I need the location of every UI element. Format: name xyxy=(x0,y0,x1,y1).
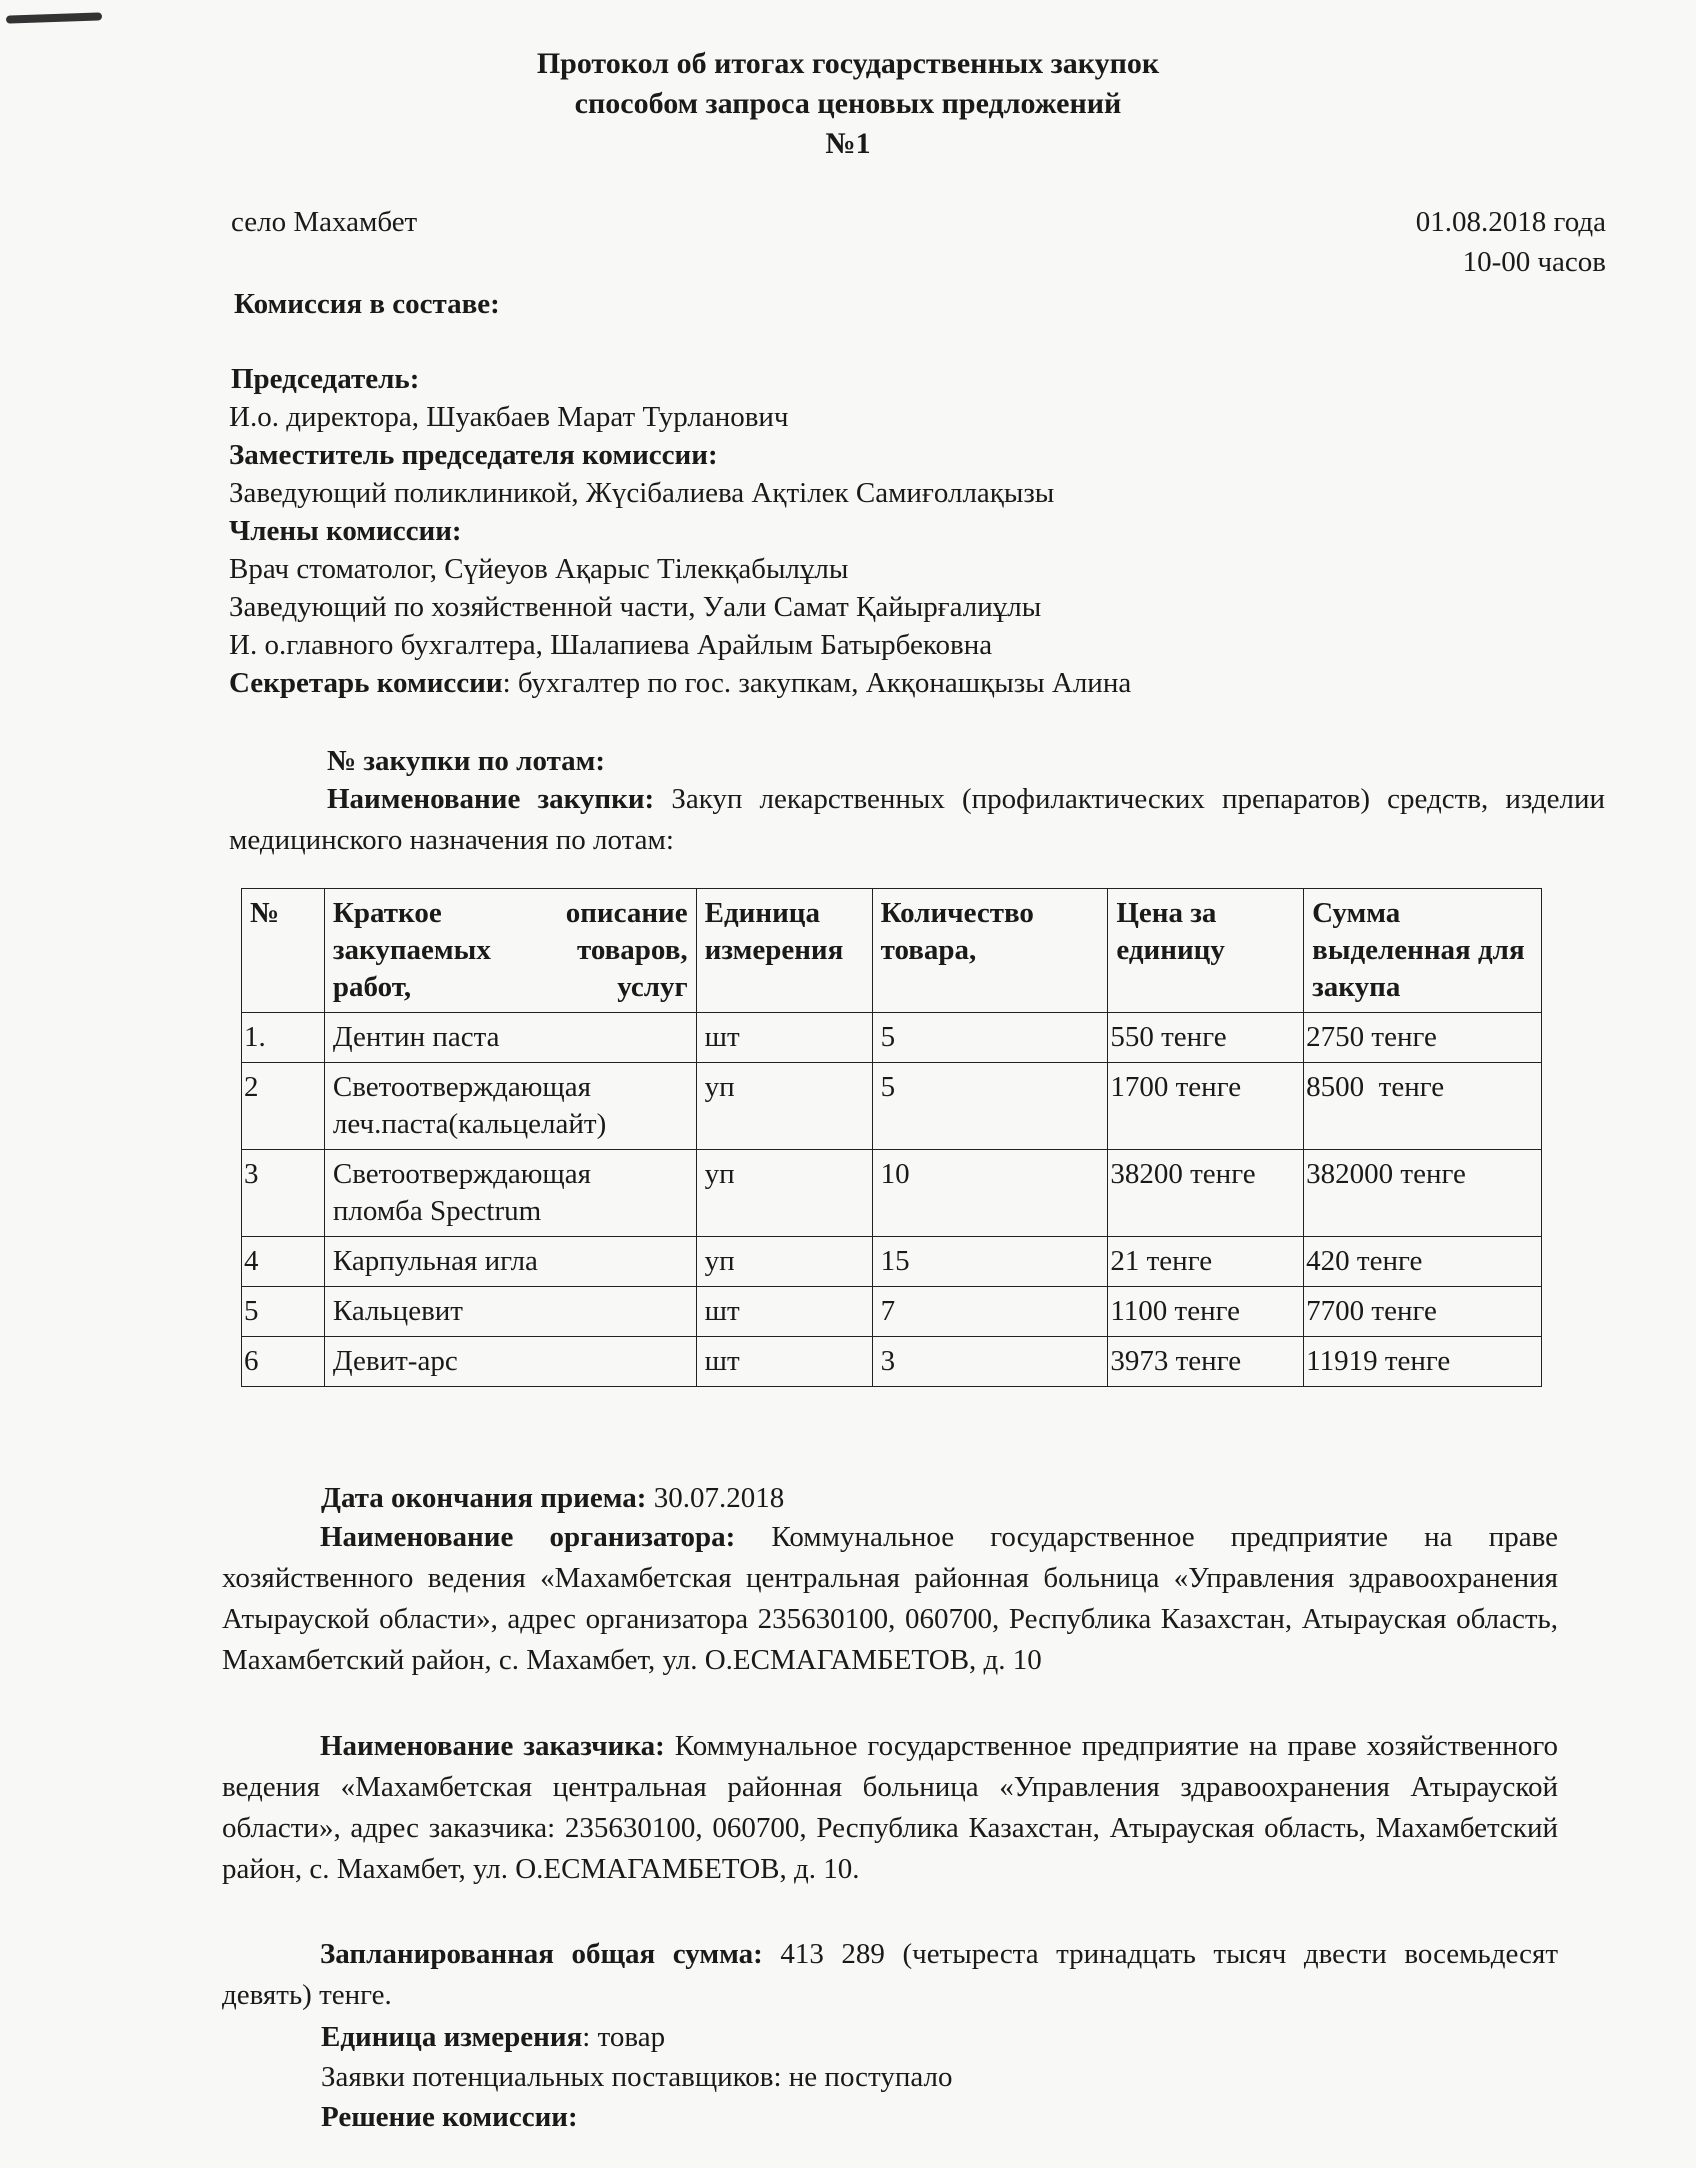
cell-number: 2 xyxy=(242,1063,325,1150)
cell-number: 5 xyxy=(242,1287,325,1337)
cell-description: Девит-арс xyxy=(324,1337,696,1387)
cell-sum: 7700 тенге xyxy=(1304,1287,1542,1337)
member-item: И. о.главного бухгалтера, Шалапиева Арайлым Батырбековна xyxy=(229,629,993,661)
members-label: Члены комиссии: xyxy=(229,515,462,547)
cell-number: 4 xyxy=(242,1237,325,1287)
cell-description: Кальцевит xyxy=(324,1287,696,1337)
scan-artifact xyxy=(6,12,102,23)
cell-unit: шт xyxy=(696,1287,872,1337)
member-item: Врач стоматолог, Сүйеуов Ақарыс Тілекқабылұлы xyxy=(229,553,849,585)
commission-heading: Комиссия в составе: xyxy=(234,288,500,320)
table-row xyxy=(242,1063,1542,1150)
header-description: Краткое описание закупаемых товаров, работ, услуг xyxy=(324,889,696,1013)
cell-description: Светоотверждающая пломба Spectrum xyxy=(324,1150,696,1237)
cell-number: 3 xyxy=(242,1150,325,1237)
cell-price: 38200 тенге xyxy=(1108,1150,1304,1237)
cell-price: 3973 тенге xyxy=(1108,1337,1304,1387)
cell-unit: уп xyxy=(696,1150,872,1237)
header-unit: Единица измерения xyxy=(696,889,872,1013)
title-line-1: Протокол об итогах государственных закупок xyxy=(536,47,1160,80)
unit-value: : товар xyxy=(582,2021,666,2053)
applications-line: Заявки потенциальных поставщиков: не поступало xyxy=(321,2061,953,2093)
cell-description: Дентин паста xyxy=(324,1013,696,1063)
deadline-label: Дата окончания приема: xyxy=(321,1482,647,1514)
unit-label: Единица измерения xyxy=(321,2021,583,2053)
cell-price: 21 тенге xyxy=(1108,1237,1304,1287)
deadline-line xyxy=(321,1479,784,1517)
cell-quantity: 7 xyxy=(872,1287,1108,1337)
cell-quantity: 5 xyxy=(872,1013,1108,1063)
customer-label: Наименование заказчика: xyxy=(320,1730,665,1762)
secretary-line xyxy=(229,664,1131,702)
date: 01.08.2018 года xyxy=(1415,206,1606,238)
organizer-label: Наименование организатора: xyxy=(320,1521,736,1553)
cell-sum: 2750 тенге xyxy=(1304,1013,1542,1063)
deputy-value: Заведующий поликлиникой, Жүсібалиева Ақтілек Самиғоллақызы xyxy=(229,477,1055,509)
purchase-name xyxy=(229,779,1605,861)
cell-description: Карпульная игла xyxy=(324,1237,696,1287)
table-header-row xyxy=(242,889,1542,1013)
planned-sum-label: Запланированная общая сумма: xyxy=(320,1938,763,1970)
cell-sum: 11919 тенге xyxy=(1304,1337,1542,1387)
title-line-3: №1 xyxy=(825,127,871,160)
table-row xyxy=(242,1287,1542,1337)
cell-quantity: 15 xyxy=(872,1237,1108,1287)
cell-unit: уп xyxy=(696,1063,872,1150)
cell-unit: уп xyxy=(696,1237,872,1287)
member-item: Заведующий по хозяйственной части, Уали Самат Қайырғалиұлы xyxy=(229,591,1042,623)
planned-sum-paragraph xyxy=(222,1934,1558,2016)
organizer-value: Коммунальное государственное предприятие на праве хозяйственного ведения «Махамбетская центральная районная больница «Управления здравоохранения Атырауской области», адрес организатора 235630100, 060700, Республика Казахстан, Атырауская область, Махамбетский район, с. Махамбет, ул. О.ЕСМАГАМБЕТОВ, д. 10 xyxy=(222,1521,1558,1676)
cell-sum: 8500 тенге xyxy=(1304,1063,1542,1150)
place: село Махамбет xyxy=(231,206,418,238)
document-title xyxy=(0,44,1696,164)
table-row xyxy=(242,1150,1542,1237)
cell-quantity: 5 xyxy=(872,1063,1108,1150)
table-row xyxy=(242,1337,1542,1387)
cell-number: 1. xyxy=(242,1013,325,1063)
cell-unit: шт xyxy=(696,1337,872,1387)
chairman-value: И.о. директора, Шуакбаев Марат Турланович xyxy=(229,401,789,433)
header-sum: Сумма выделенная для закупа xyxy=(1304,889,1542,1013)
purchase-name-label: Наименование закупки: xyxy=(327,783,655,815)
deadline-value: 30.07.2018 xyxy=(646,1482,785,1514)
lots-table xyxy=(241,888,1542,1387)
unit-line xyxy=(321,2018,665,2056)
purchase-name-value: Закуп лекарственных (профилактических препаратов) средств, изделии медицинского назначения по лотам: xyxy=(229,783,1605,856)
table-row xyxy=(242,1013,1542,1063)
cell-sum: 382000 тенге xyxy=(1304,1150,1542,1237)
cell-quantity: 10 xyxy=(872,1150,1108,1237)
cell-price: 550 тенге xyxy=(1108,1013,1304,1063)
organizer-paragraph xyxy=(222,1517,1558,1681)
cell-number: 6 xyxy=(242,1337,325,1387)
cell-unit: шт xyxy=(696,1013,872,1063)
customer-value: Коммунальное государственное предприятие на праве хозяйственного ведения «Махамбетская центральная районная больница «Управления здравоохранения Атырауской области», адрес заказчика: 235630100, 060700, Республика Казахстан, Атырауская область, Махамбетский район, с. Махамбет, ул. О.ЕСМАГАМБЕТОВ, д. 10. xyxy=(222,1730,1558,1885)
cell-description: Светоотверждающая леч.паста(кальцелайт) xyxy=(324,1063,696,1150)
lots-number-label: № закупки по лотам: xyxy=(327,745,606,777)
cell-price: 1100 тенге xyxy=(1108,1287,1304,1337)
header-quantity: Количество товара, xyxy=(872,889,1108,1013)
header-number: № xyxy=(242,889,325,1013)
customer-paragraph xyxy=(222,1726,1558,1890)
chairman-label: Председатель: xyxy=(231,363,420,395)
cell-sum: 420 тенге xyxy=(1304,1237,1542,1287)
time: 10-00 часов xyxy=(1462,246,1606,278)
header-price: Цена за единицу xyxy=(1108,889,1304,1013)
planned-sum-value: 413 289 (четыреста тринадцать тысяч двести восемьдесят девять) тенге. xyxy=(222,1938,1558,2011)
decision-label: Решение комиссии: xyxy=(321,2101,578,2133)
cell-price: 1700 тенге xyxy=(1108,1063,1304,1150)
secretary-label: Секретарь комиссии xyxy=(229,667,503,699)
cell-quantity: 3 xyxy=(872,1337,1108,1387)
deputy-label: Заместитель председателя комиссии: xyxy=(229,439,718,471)
title-line-2: способом запроса ценовых предложений xyxy=(574,87,1122,120)
table-row xyxy=(242,1237,1542,1287)
secretary-value: : бухгалтер по гос. закупкам, Акқонашқызы Алина xyxy=(502,667,1132,699)
